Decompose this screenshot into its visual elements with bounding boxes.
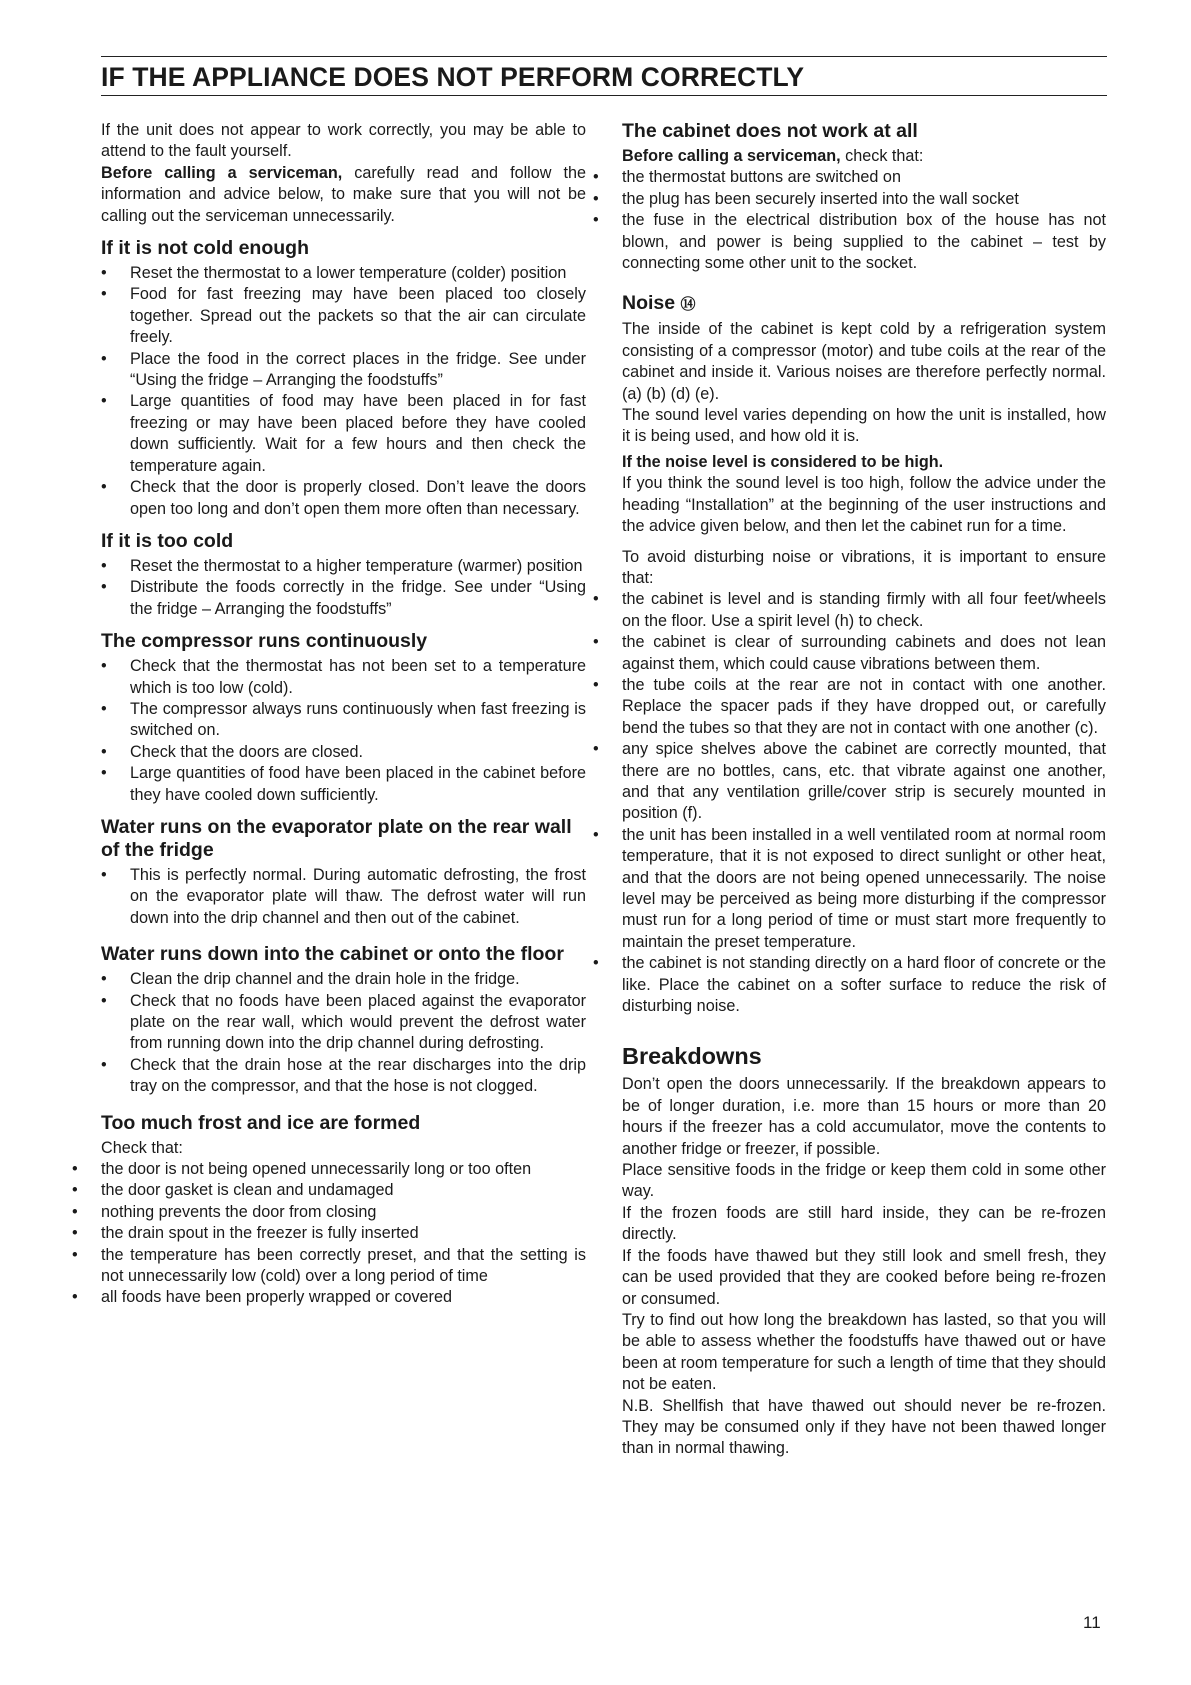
list-item: • the cabinet is clear of surrounding cabinets and does not lean against them, which could cause vibrations between them. <box>593 632 1106 675</box>
serviceman-paragraph <box>101 163 586 227</box>
list-item: • Large quantities of food have been placed in the cabinet before they have cooled down sufficiently. <box>101 763 586 806</box>
heading-breakdowns: Breakdowns <box>622 1043 762 1070</box>
breakdowns-paragraph: Don’t open the doors unnecessarily. If the breakdown appears to be of longer duration, i.e. more than 15 hours or more than 20 hours if the freezer has a cold accumulator, move the contents to another fridge or freezer, if possible. <box>622 1075 1106 1158</box>
top-rule <box>101 56 1107 57</box>
noise-paragraph-3: If you think the sound level is too high, follow the advice under the heading “Installation” at the beginning of the user instructions and the advice given below, and then let the cabinet run for a time. <box>622 474 1106 536</box>
list-item: • the door is not being opened unnecessarily long or too often <box>72 1159 586 1180</box>
list-not-cold <box>101 263 586 520</box>
heading-floor: Water runs down into the cabinet or onto the floor <box>101 943 564 966</box>
left-column <box>101 120 586 1309</box>
noise-paragraph-2: The sound level varies depending on how the unit is installed, how it is being used, and how old it is. <box>622 406 1106 446</box>
list-item: • the tube coils at the rear are not in contact with one another. Replace the spacer pads if they have dropped out, or carefully bend the tubes so that they are not in contact with one another (c). <box>593 675 1106 739</box>
not-work-lead <box>622 146 1106 167</box>
breakdowns-paragraph: Try to find out how long the breakdown has lasted, so that you will be able to assess whether the foodstuffs have thawed out or have been at room temperature for such a length of time that they should not be eaten. <box>622 1310 1106 1394</box>
breakdowns-paragraph: If the frozen foods are still hard inside, they can be re-frozen directly. <box>622 1203 1106 1244</box>
list-item: • the thermostat buttons are switched on <box>593 167 1106 188</box>
page-title: IF THE APPLIANCE DOES NOT PERFORM CORRECTLY <box>101 62 805 92</box>
list-item: • any spice shelves above the cabinet are correctly mounted, that there are no bottles, cans, etc. that vibrate against one another, and that any ventilation grille/cover strip is securely mounted in position (f). <box>593 739 1106 825</box>
noise-figure-ref: ⑭ <box>680 296 696 314</box>
breakdowns-paragraph: Place sensitive foods in the fridge or keep them cold in some other way. <box>622 1161 1106 1201</box>
list-item: • Reset the thermostat to a higher temperature (warmer) position <box>101 556 586 577</box>
list-item: • Reset the thermostat to a lower temperature (colder) position <box>101 263 586 284</box>
list-item: • the temperature has been correctly preset, and that the setting is not unnecessarily low (cold) over a long period of time <box>72 1245 586 1288</box>
list-item: • nothing prevents the door from closing <box>72 1202 586 1223</box>
heading-not-cold: If it is not cold enough <box>101 237 309 260</box>
list-item: • Check that the door is properly closed. Don’t leave the doors open too long and don’t open them more often than necessary. <box>101 477 586 520</box>
title-rule <box>101 95 1107 96</box>
list-item: • The compressor always runs continuously when fast freezing is switched on. <box>101 699 586 742</box>
noise-subheading: If the noise level is considered to be high. <box>622 452 944 471</box>
list-item: • the cabinet is level and is standing firmly with all four feet/wheels on the floor. Use a spirit level (h) to check. <box>593 589 1106 632</box>
list-item: • Check that the thermostat has not been set to a temperature which is too low (cold). <box>101 656 586 699</box>
heading-noise <box>622 292 1106 316</box>
list-item: • Food for fast freezing may have been placed too closely together. Spread out the packets so that the air can circulate freely. <box>101 284 586 348</box>
heading-not-work: The cabinet does not work at all <box>622 120 918 142</box>
list-item: • the cabinet is not standing directly on a hard floor of concrete or the like. Place the cabinet on a softer surface to reduce the risk of disturbing noise. <box>593 953 1106 1017</box>
list-too-cold <box>101 556 586 620</box>
list-item: • the drain spout in the freezer is fully inserted <box>72 1223 586 1244</box>
page-number: 11 <box>1083 1613 1101 1632</box>
list-item: • Clean the drip channel and the drain hole in the fridge. <box>101 969 586 990</box>
list-item: • This is perfectly normal. During automatic defrosting, the frost on the evaporator plate will thaw. The defrost water will run down into the drip channel and then out of the cabinet. <box>101 865 586 929</box>
noise-paragraph-1: The inside of the cabinet is kept cold by a refrigeration system consisting of a compressor (motor) and tube coils at the rear of the cabinet and inside it. Various noises are therefore perfectly normal. (a) (b) (d) (e). <box>622 320 1106 403</box>
frost-lead: Check that: <box>101 1138 183 1157</box>
list-not-work <box>593 167 1106 274</box>
list-evaporator <box>101 865 586 929</box>
list-item: • all foods have been properly wrapped or covered <box>72 1287 586 1308</box>
list-noise <box>593 589 1106 1017</box>
right-column <box>622 120 1106 1460</box>
list-item: • Check that the drain hose at the rear discharges into the drip tray on the compressor, and that the hose is not clogged. <box>101 1055 586 1098</box>
list-compressor <box>101 656 586 806</box>
list-item: • Check that the doors are closed. <box>101 742 586 763</box>
list-item: • the unit has been installed in a well ventilated room at normal room temperature, that it is not exposed to direct sunlight or other heat, and that the doors are not being opened unnecessarily. The noise level may be perceived as being more disturbing if the compressor must run for a long period of time or must start more frequently to maintain the preset temperature. <box>593 825 1106 953</box>
heading-frost: Too much frost and ice are formed <box>101 1111 421 1134</box>
list-item: • Place the food in the correct places in the fridge. See under “Using the fridge – Arranging the foodstuffs” <box>101 349 586 392</box>
not-work-lead-rest: check that: <box>840 147 924 165</box>
heading-too-cold: If it is too cold <box>101 529 234 552</box>
list-item: • Distribute the foods correctly in the fridge. See under “Using the fridge – Arranging the foodstuffs” <box>101 577 586 620</box>
heading-evaporator: Water runs on the evaporator plate on the rear wall of the fridge <box>101 815 572 861</box>
intro-paragraph: If the unit does not appear to work correctly, you may be able to attend to the fault yourself. <box>101 121 586 161</box>
serviceman-bold: Before calling a serviceman, <box>101 163 343 182</box>
breakdowns-paragraph: If the foods have thawed but they still look and smell fresh, they can be used provided that they are cooked before being re-frozen or consumed. <box>622 1246 1106 1308</box>
list-item: • Large quantities of food may have been placed in for fast freezing or may have been placed before they have cooled down sufficiently. Wait for a few hours and then check the temperature again. <box>101 391 586 477</box>
list-item: • Check that no foods have been placed against the evaporator plate on the rear wall, which would prevent the defrost water from running down into the drip channel during defrosting. <box>101 991 586 1055</box>
breakdowns-paragraph: N.B. Shellfish that have thawed out should never be re-frozen. They may be consumed only if they have not been thawed longer than in normal thawing. <box>622 1396 1106 1458</box>
noise-paragraph-4: To avoid disturbing noise or vibrations, it is important to ensure that: <box>622 547 1106 587</box>
noise-heading-text: Noise <box>622 292 676 315</box>
serviceman-rest: carefully read and follow the information and advice below, to make sure that you will not be calling out the serviceman unnecessarily. <box>101 163 586 225</box>
list-floor <box>101 969 586 1097</box>
list-item: • the door gasket is clean and undamaged <box>72 1180 586 1201</box>
list-item: • the plug has been securely inserted into the wall socket <box>593 189 1106 210</box>
not-work-lead-bold: Before calling a serviceman, <box>622 147 841 165</box>
heading-compressor: The compressor runs continuously <box>101 630 428 653</box>
list-item: • the fuse in the electrical distribution box of the house has not blown, and power is being supplied to the cabinet – test by connecting some other unit to the socket. <box>593 210 1106 274</box>
list-frost <box>72 1159 586 1309</box>
